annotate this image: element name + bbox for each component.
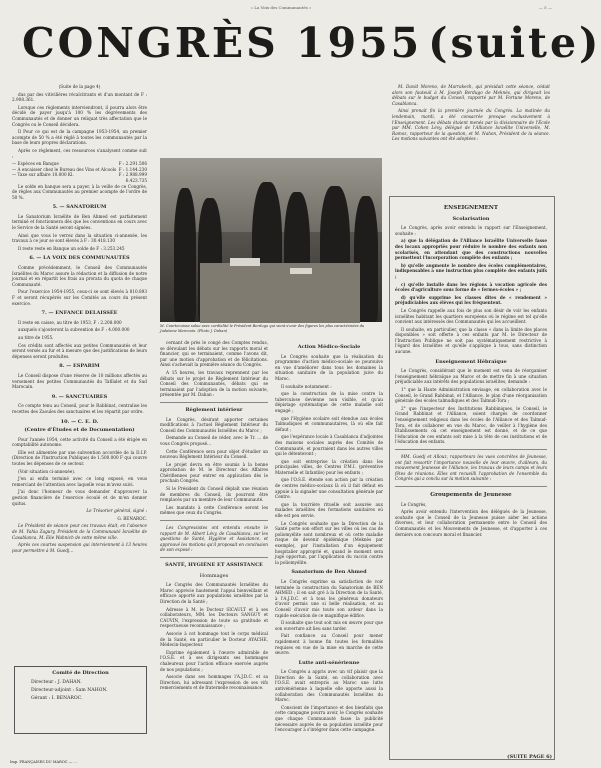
text: Exprime également à l'œuvre admirable de l'O.S.E. et à ses dirigeants ses hommages chaleureux pour l'action efficace exercée auprès de nos populations ; [160, 649, 268, 672]
text: Il Pour ce qui est de la campagne 1953-1954, un premier acompte de 50 % a été réglé à toutes les communautés par la base de leurs propres déclarations. [12, 129, 147, 146]
text: Il reste reste en Banque un solde de F : 3.253.245 [18, 245, 125, 251]
text: Après avoir entendu l'intervention des délégués de la Jeunesse, souhaite que le Conseil de la Jeunesse puisse aider les actions diverses, et leur collaboration permanente entre le Conseil des Communautés et les Mouvements de Jeunesse, et d'apporter à ces derniers son concours moral et financier. [395, 509, 547, 537]
list-item: a) que la délégation de l'Alliance Israélite Universelle fasse des locaux appropriés pour réduire le nombre des enfants non scolarisés, en attendant que des constructions nouvelles permettent l'incorporation complète des enfants ; [395, 238, 547, 261]
header-center: « La Voix des Communautés » [250, 5, 312, 10]
printer-line: Imp. FRANÇAISES DU MAROC — ... [10, 760, 77, 764]
title-suite: (suite) [428, 19, 601, 67]
text: Le Congrès exprime sa satisfaction de voir terminée la construction du Sanatorium de BEN AHMED ; il en sait gré à la Direction de la Santé, à l'A.J.D.C. et à tous les généreux donateurs d'avoir permis une si belle réalisation, et au Conseil d'avoir mis toute son ardeur dans la rapide exécution de ce magnifique édifice. [275, 578, 383, 618]
text: Le Congrès, désirant apporter certaines modifications à l'actuel Règlement Intérieur du Conseil des Communautés Israélites du Maroc ; [160, 416, 268, 433]
signature-line: Le Trésorier général, signé : [86, 508, 147, 514]
section-heading: 6. — LA VOIX DES COMMUNAUTÉS [29, 255, 130, 262]
text: Le projet devra en être soumis à la bonne approbation de M. le Directeur des Affaires Chérifiennes pour entrer en application dès le prochain Congrès. [160, 461, 268, 484]
text: Le Congrès rappelle aux fois de plus son désir de voir les enfants israélites habitant les quartiers européens où le régime est tel qu'elle convient aux intéressés des Communautés qui les accueillent. [395, 307, 547, 325]
text: Adresse à M. le Docteur SICAULT et à ses collaborateurs, MM. les Docteurs SANGUY et CAUVIN, l'expression de toute sa gratitude et respectueuse reconnaissance ; [160, 606, 268, 629]
text: Le Congrès, après avoir entendu le rapport sur l'Enseignement, souhaite : [395, 225, 547, 236]
section-heading: Sanatorium de Ben Ahmed [291, 569, 367, 576]
text: Demande au Conseil de céder, avec le Tr. ... de vous Congrès proposé... [160, 435, 268, 446]
section-heading: 9. — SANCTUAIRES [51, 393, 108, 400]
text: A 15 heures, les travaux reprennent par les débats sur le projet de Règlement Intérieur du Conseil des Communautés, débats qui se terminaient par l'adoption de la motion suivante, présentée par M. Dahan : [160, 369, 268, 398]
finance-row: — A encaisser chez le Bureau des Vins et Alcools F : 1.144.230 [12, 166, 147, 172]
column-reglement [160, 340, 268, 760]
list-item: d) qu'elle supprime les classes dites de « rendement » préjudiciables aux élèves qui les fréquentent. [395, 294, 547, 306]
comite-row: Directeur-adjoint : Sam NAHON. [31, 688, 108, 693]
text: cernant de près le congé des Comptes rendus, se déroulant les débats sur les rapports moral et financier, qui se terminaient, comme l'avons dit, par une motion d'approbation et de félicitations. Ainsi s'achevait la première séance du Congrès. [160, 340, 268, 368]
text: Associe dans ses hommages l'A.J.D.C. et sa Direction, lui adressant l'expression de ses vifs remerciements et de fraternelle reconnaissance. [160, 674, 268, 691]
text: (Voir situation ci-annexée). [18, 468, 76, 474]
title-main: CONGRÈS 1955 [22, 19, 423, 67]
text: Le Président de séance pour ces travaux était, en l'absence de M. Yahia Zagury, Président de la Communauté Israélite de Casablanca, M. Elie Wahnich de cette même ville. [12, 523, 147, 540]
text: Il reste en caisse, au titre de 1953, F : 2.208.000 [18, 319, 122, 325]
comite-row: Directeur : J. DAHAN. [31, 680, 82, 685]
text: Comme précédemment, le Conseil des Communautés Israélites du Maroc assure la rédaction et la diffusion de notre journal et en répartit les frais au prorata du quota de chaque Communauté. [12, 265, 147, 287]
section-heading: Groupements de Jeunesse [430, 491, 512, 498]
text: Le Congrès des Communautés Israélites du Maroc apprécie hautement l'appui bienveillant et efficace apporté aux populations israélites par la Direction de la Santé ; [160, 582, 268, 604]
comite-row: Gérant : I. BENAROC. [31, 696, 83, 701]
text: Le Sanatorium Israélite de Ben Ahmed est parfaitement terminé et fonctionnera dès que les conventions en cours avec le Service de la Santé seront signées. [12, 213, 147, 231]
text: Associe à cet hommage tout le corps médical de la Santé, en particulier le Docteur AYACHE, Médecin-Inspecteur. [160, 630, 268, 648]
text: (Suite de la page 4) [58, 84, 101, 89]
text: Ces crédits sont affectés aux petites Communautés et leur seront versés au fur et à mesure que des justifications de leurs dépenses seront produites. [12, 342, 147, 359]
text: que la tourrière rituelle soit assurée aux malades israélites des formations sanitaires où elle est peu servie. [275, 501, 383, 519]
text: que l'espérance locale à Casablanca d'adjointes des maisons sociales auprès des Comités de Communauté, et pourraient dans les autres villes qui le détenteront ; [275, 434, 383, 457]
text: MM. Guedj et Allouz, rapporteurs les vues concrètes de Jeunesse, ont fait ressortir l'importance nouvelle de leur œuvre, d'ailleurs, du mouvement Jeunesse de l'Alliance, les travaux de leurs camps et leurs fêtes de réunions. Elles ont recueilli l'approbation de l'ensemble du Congrès qui a conclu sur la motion suivante : [395, 453, 547, 482]
section-heading: ENSEIGNEMENT [443, 205, 499, 211]
text: Cette Conférence sera pour objet d'étudier un nouveau Règlement Intérieur du Conseil. [160, 448, 268, 460]
text: que l'O.S.E. étende son action par la création de centres médico-sociaux là où il fait défaut en appuie à la signaler une consultation générale par Centre. [275, 477, 383, 500]
column-enseignement [395, 200, 547, 745]
text: Il souhaite que tout soit mis en œuvre pour que son ouverture ait lieu sans tarder. [275, 620, 383, 631]
text: Si le Président du Conseil déplaît une réunion de membres du Conseil, ils pourront être remplacés par un membre de leur Communauté. [160, 486, 268, 503]
section-heading: SANTÉ, HYGIÈNE ET ASSISTANCE [165, 562, 263, 568]
text: auxquels s'ajouteront la subvention de F : 4.000.000 [18, 327, 130, 333]
text: Le Congrès, considérant que le moment est venu de réorganiser l'enseignement hébraïque au Maroc et de mettre fin à une situation préjudiciable aux intérêts des populations israélites, demande : [395, 368, 547, 385]
section-subheading: Enseignement Hébraïque [435, 358, 507, 365]
text: J'en ai enfin terminé avec ce long exposé, en vous remerciant de l'attention avec laquelle vous m'avez suivi. [12, 476, 147, 487]
text: Pour l'année 1954, cette activité du Conseil a été érigée en comptabilité autonome. [12, 436, 147, 448]
text: Les Congressistes ont entendu ensuite le rapport de M. Albert Lévy, de Casablanca, sur les questions de Santé, Hygiène et Assistance, et approuvé les motions qu'il proposait en conclusion de son exposé : [160, 525, 268, 553]
section-heading: Action Médico-Sociale [297, 344, 361, 350]
text: Le Congrès a appris avec un vif plaisir que la Direction de la Santé, en collaboration avec l'O.S.E. avait entrepris au Maroc une lutte antivénérienne à laquelle elle apporte aussi la collaboration des Communautés Israélites du Maroc. [275, 669, 383, 703]
section-heading: Lutte anti-sénérienne [298, 659, 360, 666]
text: Le Conseil dispose d'une réserve de 10 millions affectés au versement des petites Communautés du Tafilalet et du Sud Marocain. [12, 372, 147, 390]
section-heading: 10. — C. E. D. [60, 418, 99, 425]
section-subheading: Scolarisation [452, 215, 490, 222]
list-item: b) qu'elle augmente le nombre des écoles complémentaires, indispensables à une instruction plus complète des enfants juifs ; [395, 262, 547, 279]
text: Ainsi prenait fin la première journée du Congrès. La matinée du lendemain, mardi, a été consacrée presque exclusivement à l'Enseignement. Les débats étaient menés par la divisionnaire de l'École par MM. Cohen Lévy, délégué de l'Alliance Israélite Universelle, M. Ramoz, rapporteur de la question, et M. Nahon, Président de la séance. Les motions suivantes ont été adoptées : [392, 108, 550, 142]
text: Ce compte tenu au Conseil, pour le Rabbinat, centralise les recettes des Zaouïes des sanctuaires et les répartit par ordre. [12, 403, 147, 414]
list-item: 1° que la Haute Administration envisage, en collaboration avec le Conseil, le Grand Rabbinat, et l'Alliance, le plan d'une réorganisation générale des écoles talmudiques et des Talmud-Tora ; [395, 387, 547, 404]
text: Fait confiance au Conseil pour mener rapidement à bonne fin toutes les formalités requises en vue de la mise en marche de cette œuvre. [275, 633, 383, 656]
column-intro [392, 84, 550, 194]
section-heading: Règlement intérieur [185, 406, 243, 413]
continued-on: (SUITE PAGE 6) [507, 754, 552, 760]
section-heading: 7. — ENFANCE DELAISSÉE [41, 310, 118, 317]
text: J'ai donc l'honneur de vous demander d'approuver la gestion financière de l'exercice écoulé et de m'en donner quitus. [12, 489, 147, 506]
page-title [22, 19, 601, 67]
text: Lorsque ces règlements interviendront, il pourra alors être décidé de payer jusqu'à 100 % les dégrèvements des Communautés et de donner un reliquat très affectation que le Congrès ou le Conseil décidera. [12, 104, 147, 127]
signature-name: G. BENAROC. [117, 515, 147, 521]
text: Après ce règlement, ces ressources s'analysent comme suit : [12, 147, 147, 159]
text: Les mandats à cette Conférence seront les mêmes que ceux du Congrès. [160, 504, 268, 516]
column-finance [12, 84, 147, 654]
photo-caption: M. Courtecuisse salue avec cordialité le Président Berdugo qui vient s'unir des figures les plus caractérisées du Judaïsme Marocain. (Photo J. Dahan) [160, 324, 365, 333]
finance-total: 6.423.735 [125, 177, 147, 183]
text: dus par des vitivilières récalcitrants et d'un montant de F : 2.908.361. [12, 91, 147, 103]
section-subheading: Hommages [199, 572, 229, 579]
text: Le Congrès souhaite que la réalisation du programme d'action médico-sociale se poursuive en vue d'améliorer dans tous les domaines la situation sanitaire de la population juive du Maroc. [275, 353, 383, 381]
text: au titre de 1955. [18, 334, 54, 340]
text: que l'Hygiène scolaire soit étendue aux écoles Talmudiques et communautaires, là où elle fait défaut ; [275, 415, 383, 432]
text: Il souhaite notamment : [281, 383, 332, 389]
comite-title: Comité de Direction [52, 670, 109, 676]
page-header [10, 4, 552, 14]
congress-photo [160, 158, 382, 322]
text: Après ces courtes suspension qui interviennent à 13 heures pour permettre à M. Guedj... [12, 542, 147, 553]
list-item: c) qu'elle installe dans les régions à vocation agricole des écoles d'agriculture sous forme de « fermes-écoles » ; [395, 281, 547, 293]
comite-box [14, 666, 147, 734]
text: Le Congrès souhaite que la Direction de la Santé porte son effort sur les villes où les cas de poliomyélite sont nombreux et où cette maladie risque de devenir épidémique (Meknès par exemple), par l'installation d'un équipement hospitalier approprié et, quand le moment sera jugé opportun, par l'application du vaccin contre la poliomyélite. [275, 520, 383, 565]
section-subheading: (Centre d'Études et de Documentation) [24, 427, 135, 434]
text: Ainsi que vous le verrez dans la situation ci-annexée, les travaux à ce jour se sont élevés à F : 30.418.130 [12, 232, 147, 244]
text: Conscient de l'importance et des bienfaits que cette campagne pourra avoir, le Congrès souhaite que chaque Communauté fasse la publicité nécessaire auprès de sa population israélite pour l'encourager à s'intégrer dans cette campagne. [275, 704, 383, 733]
text: que soit entreprise la création dans les principales villes, de Centres P.M.I. (préventive Maternelle et Infantile) pour les enfants ; [275, 458, 383, 475]
list-item: 2° que l'inspecteur des Institutions Rabbiniques, le Conseil, le Grand Rabbinat et l'Alliance, soient chargés de coordonner l'enseignement religieux dans les écoles de l'Alliance et des Talmud-Tora, et de collaborer en vue du Maroc, de veiller à l'hygiène des Établissements où cet enseignement est donné, et de ce que l'éducation de ces enfants soit mise à la tête de ces institutions et de l'éducation des enfants. [395, 405, 547, 445]
column-sante [275, 340, 383, 760]
text: M. David Moreno, de Marrakech, qui présidait cette séance, cédait alors son fauteuil à M. Joseph Berdugo de Meknès, qui dirigeait les débats sur le budget du Conseil, rapporté par M. Fortune Moreno, de Casablanca. [392, 84, 550, 106]
section-heading: 5. — SANATORIUM [52, 204, 107, 211]
text: Le solde en banque sera a payer, à la veille de ce Congrès, de règles aux Communautés au premier acompte de l'ordre de 50 %. [12, 183, 147, 200]
text: que la construction de la mise contre la tuberculose devienne non visible, et qu'au dépistage systématique de cette maladie soit engagé ; [275, 391, 383, 413]
text: Le Congrès, [401, 501, 427, 507]
finance-row: — Espèces en Banque F : 2.291.506 [12, 161, 147, 167]
section-heading: 8. — ESPARIM [59, 363, 100, 370]
finance-row: — Taxe sur affaire 10.000 Kl. F : 2.988.999 [12, 172, 147, 178]
text: Pour l'exercice 1954-1955, ceux-ci se sont élevés à 810.893 F et seront récupérés sur les Comités au cours du présent exercice. [12, 289, 147, 306]
text: Elle est alimentée par une subvention accordée de la D.I.P. (Direction de l'Instruction Publique) de 1.500.000 F qui couvre toutes les dépenses de ce secteur. [12, 449, 147, 467]
text: Il souhaite, en particulier, que la classe « dans la limite des places disponibles » soit offerte à ces enfants par M. le Directeur de l'Instruction Publique ne soit pas systématiquement restrictive à l'égard des Israélites et qu'elle s'applique à tous, sans distinction aucune. [395, 326, 547, 355]
header-page-number: — 5 — [538, 5, 552, 10]
